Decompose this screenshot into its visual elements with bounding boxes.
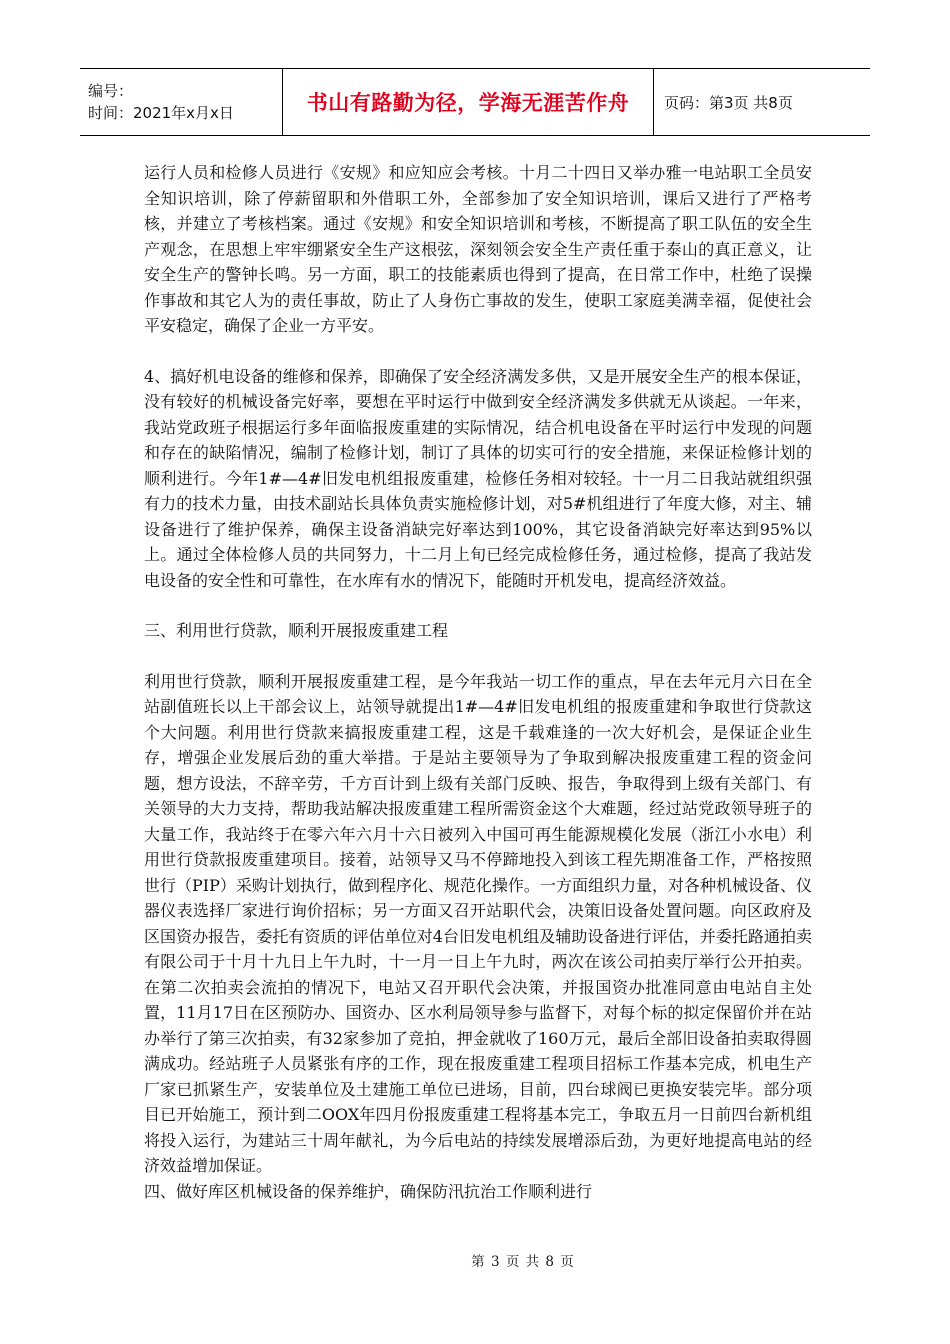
page-footer: [0, 1250, 950, 1270]
paragraph-reconstruction-project: 利用世行贷款，顺利开展报废重建工程，是今年我站一切工作的重点，早在去年元月六日在全站副值班长以上干部会议上，站领导就提出1#—4#旧发电机组的报废重建和争取世行贷款这个大问题。利用世行贷款来搞报废重建工程，这是千载难逢的一次大好机会，是保证企业生存，增强企业发展后劲的重大举措。于是站主要领导为了争取到解决报废重建工程的资金问题，想方设法，不辞辛劳，千方百计到上级有关部门反映、报告，争取得到上级有关部门、有关领导的大力支持，帮助我站解决报废重建工程所需资金这个大难题，经过站党政领导班子的大量工作，我站终于在零六年六月十六日被列入中国可再生能源规模化发展（浙江小水电）利用世行贷款报废重建项目。接着，站领导又马不停蹄地投入到该工程先期准备工作，严格按照世行（PIP）采购计划执行，做到程序化、规范化操作。一方面组织力量，对各种机械设备、仪器仪表选择厂家进行询价招标；另一方面又召开站职代会，决策旧设备处置问题。向区政府及区国资办报告，委托有资质的评估单位对4台旧发电机组及辅助设备进行评估，并委托路通拍卖有限公司于十月十九日上午九时，十一月一日上午九时，两次在该公司拍卖厅举行公开拍卖。在第二次拍卖会流拍的情况下，电站又召开职代会决策，并报国资办批准同意由电站自主处置，11月17日在区预防办、国资办、区水利局领导参与监督下，对每个标的拟定保留价并在站办举行了第三次拍卖，有32家参加了竞拍，押金就收了160万元，最后全部旧设备拍卖取得圆满成功。经站班子人员紧张有序的工作，现在报废重建工程项目招标工作基本完成，机电生产厂家已抓紧生产，安装单位及土建施工单位已进场，目前，四台球阀已更换安装完毕。部分项目已开始施工，预计到二OOX年四月份报废重建工程将基本完工，争取五月一日前四台新机组将投入运行，为建站三十周年献礼，为今后电站的持续发展增添后劲，为更好地提高电站的经济效益增加保证。: [144, 671, 812, 1175]
section-heading-flood-control: 四、做好库区机械设备的保养维护，确保防汛抗治工作顺利进行: [144, 1181, 593, 1201]
header-motto-cell: [283, 69, 654, 135]
header-meta: [80, 69, 283, 135]
document-body: [144, 160, 812, 1204]
document-number: 编号：: [88, 82, 134, 100]
header-page-number: 页码：第3页 共8页: [664, 93, 793, 112]
paragraph-safety-training: 运行人员和检修人员进行《安规》和应知应会考核。十月二十四日又举办雅一电站职工全员安全知识培训，除了停薪留职和外借职工外，全部参加了安全知识培训，课后又进行了严格考核，并建立了考核档案。通过《安规》和安全知识培训和考核，不断提高了职工队伍的安全生产观念，在思想上牢牢绷紧安全生产这根弦，深刻领会安全生产责任重于泰山的真正意义，让安全生产的警钟长鸣。另一方面，职工的技能素质也得到了提高，在日常工作中，杜绝了误操作事故和其它人为的责任事故，防止了人身伤亡事故的发生，使职工家庭美满幸福，促使社会平安稳定，确保了企业一方平安。: [144, 163, 812, 335]
paragraph-equipment-maintenance: 4、搞好机电设备的维修和保养，即确保了安全经济满发多供，又是开展安全生产的根本保证，没有较好的机械设备完好率，要想在平时运行中做到安全经济满发多供就无从谈起。一年来，我站党政班子根据运行多年面临报废重建的实际情况，结合机电设备在平时运行中发现的问题和存在的缺陷情况，编制了检修计划，制订了具体的切实可行的安全措施，来保证检修计划的顺利进行。今年1#—4#旧发电机组报废重建，检修任务相对较轻。十一月二日我站就组织强有力的技术力量，由技术副站长具体负责实施检修计划，对5#机组进行了年度大修，对主、辅设备进行了维护保养，确保主设备消缺完好率达到100%，其它设备消缺完好率达到95%以上。通过全体检修人员的共同努力，十二月上旬已经完成检修任务，通过检修，提高了我站发电设备的安全性和可靠性，在水库有水的情况下，能随时开机发电，提高经济效益。: [144, 366, 812, 590]
header-motto: 书山有路勤为径，学海无涯苦作舟: [306, 91, 630, 115]
section-heading-world-bank-loan: 三、利用世行贷款，顺利开展报废重建工程: [144, 621, 449, 640]
footer-page-number: 第 3 页 共 8 页: [471, 1254, 575, 1270]
page-header: [80, 68, 870, 136]
document-date: 时间：2021年x月x日: [88, 104, 234, 122]
